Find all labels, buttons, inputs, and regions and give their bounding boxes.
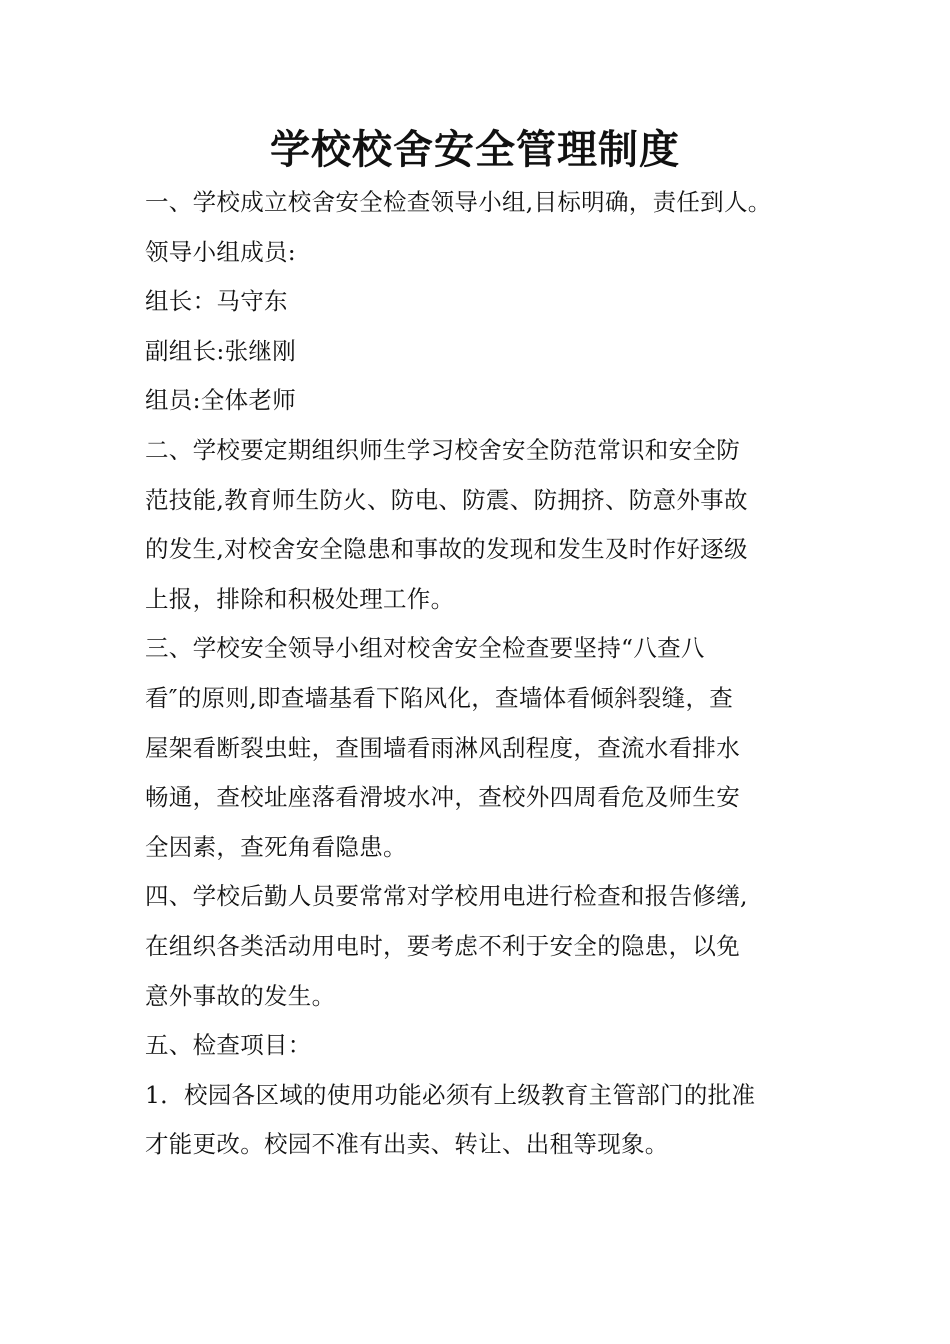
- body-line-18: 五、检查项目：: [145, 1031, 312, 1060]
- body-line-6: 二、学校要定期组织师生学习校舍安全防范常识和安全防: [145, 435, 740, 464]
- body-line-11: 看″的原则,即查墙基看下陷风化，查墙体看倾斜裂缝，查: [145, 683, 734, 712]
- body-line-19: 1．校园各区域的使用功能必须有上级教育主管部门的批准: [145, 1080, 756, 1109]
- body-line-1: 一、学校成立校舍安全检查领导小组,目标明确，责任到人。: [145, 188, 772, 216]
- body-line-8: 的发生,对校舍安全隐患和事故的发现和发生及时作好逐级: [145, 535, 748, 564]
- body-line-2: 领导小组成员:: [145, 237, 297, 266]
- body-line-10: 三、学校安全领导小组对校舍安全检查要坚持“八查八: [145, 634, 705, 663]
- body-line-14: 全因素，查死角看隐患。: [145, 832, 407, 861]
- body-line-13: 畅通，查校址座落看滑坡水冲，查校外四周看危及师生安: [145, 783, 740, 812]
- body-line-20: 才能更改。校园不准有出卖、转让、出租等现象。: [145, 1130, 669, 1159]
- body-line-12: 屋架看断裂虫蛀，查围墙看雨淋风刮程度，查流水看排水: [145, 733, 740, 762]
- body-line-5: 组员:全体老师: [145, 386, 297, 415]
- document-body: [145, 178, 817, 1170]
- document-title: 学校校舍安全管理制度: [270, 126, 680, 173]
- body-line-7: 范技能,教育师生防火、防电、防震、防拥挤、防意外事故: [145, 485, 748, 514]
- body-line-16: 在组织各类活动用电时，要考虑不利于安全的隐患，以免: [145, 931, 740, 960]
- body-line-4: 副组长:张继刚: [145, 336, 297, 365]
- body-line-3: 组长：马守东: [145, 287, 288, 316]
- body-line-9: 上报，排除和积极处理工作。: [145, 584, 455, 613]
- body-line-15: 四、学校后勤人员要常常对学校用电进行检查和报告修缮,: [145, 882, 748, 911]
- body-line-17: 意外事故的发生。: [145, 981, 336, 1010]
